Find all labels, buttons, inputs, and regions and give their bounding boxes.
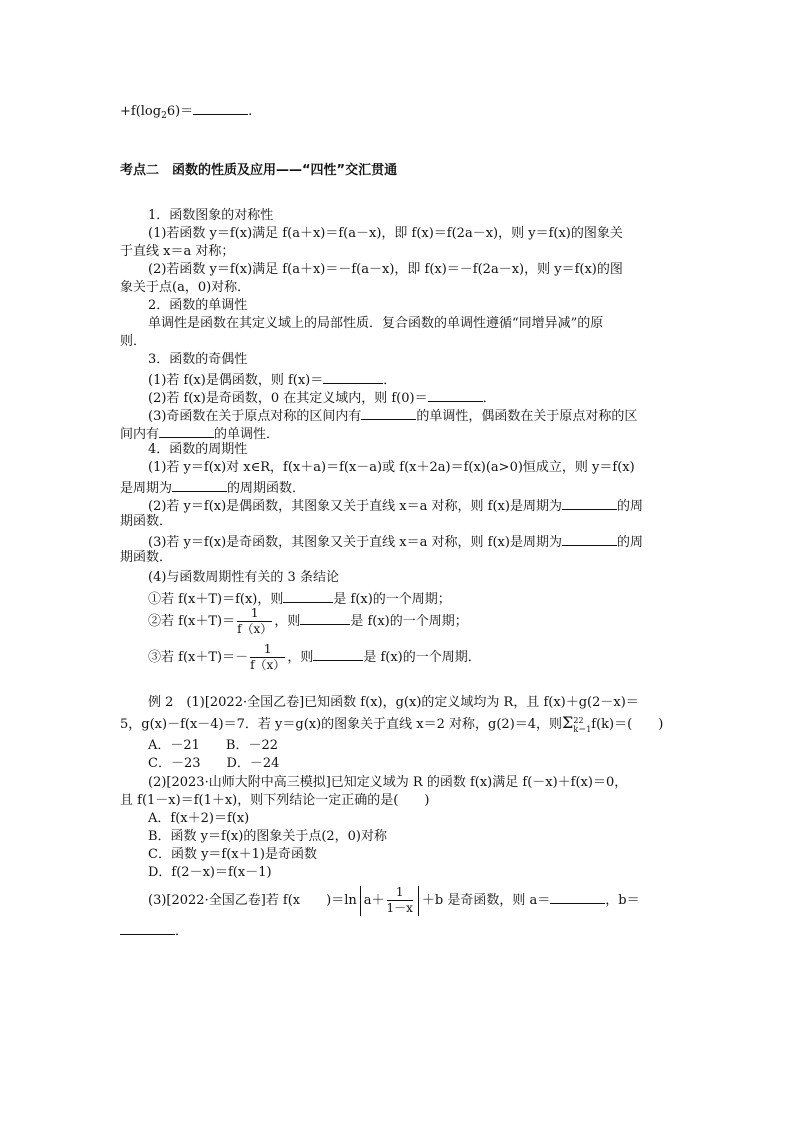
part3-b-label: ，b＝ bbox=[605, 893, 640, 908]
example-line1: 例 2 (1)[2022·全国乙卷]已知函数 f(x)，g(x)的定义域均为 R，且 f(x)＋g(2－x)＝ bbox=[148, 695, 639, 710]
sum-limits bbox=[573, 716, 591, 734]
part2-line1: (2)[2023·山师大附中高三模拟]已知定义域为 R 的函数 f(x)满足 f(－x)＋f(x)＝0， bbox=[148, 775, 628, 790]
s3-title: 3．函数的奇偶性 bbox=[148, 352, 248, 367]
s4-line2-text: 是周期为 bbox=[120, 481, 173, 496]
abs-bar-right bbox=[418, 886, 419, 916]
sum-lower: k＝1 bbox=[573, 724, 592, 734]
s3-line2-end: ． bbox=[482, 391, 496, 406]
options-cd: C．－23 D．－24 bbox=[148, 756, 280, 771]
sum-symbol: Σ bbox=[562, 713, 574, 732]
s4-line6: 期函数． bbox=[120, 550, 173, 565]
fraction-numerator: 1 bbox=[387, 885, 413, 901]
s4-line3-rest: 的周 bbox=[616, 499, 643, 514]
answer-blank[interactable] bbox=[313, 646, 363, 661]
s3-line3-rest: 的单调性，偶函数在关于原点对称的区 bbox=[416, 409, 638, 424]
s4-line3 bbox=[148, 495, 643, 516]
conclusion-1-text: ①若 f(x＋T)＝f(x)，则 bbox=[148, 592, 284, 607]
s3-line4-rest: 的单调性． bbox=[214, 427, 280, 442]
s4-line7: (4)与函数周期性有关的 3 条结论 bbox=[148, 570, 339, 585]
s3-line2-text: (2)若 f(x)是奇函数，0 在其定义域内，则 f(0)＝ bbox=[148, 391, 428, 406]
s4-line3-text: (2)若 y＝f(x)是偶函数，其图象又关于直线 x＝a 对称，则 f(x)是周期为 bbox=[148, 499, 562, 514]
s1-line4: 象关于点(a，0)对称． bbox=[120, 280, 251, 295]
answer-blank[interactable] bbox=[562, 531, 617, 546]
abs-bar-left bbox=[360, 886, 361, 916]
s4-line5-text: (3)若 y＝f(x)是奇函数，其图象又关于直线 x＝a 对称，则 f(x)是周期为 bbox=[148, 535, 562, 550]
answer-blank[interactable] bbox=[283, 588, 333, 603]
answer-blank[interactable] bbox=[323, 369, 383, 384]
top-formula-line bbox=[120, 100, 252, 125]
conclusion-2-text: ②若 f(x＋T)＝ bbox=[148, 614, 236, 629]
s3-line3-text: (3)奇函数在关于原点对称的区间内有 bbox=[148, 409, 362, 424]
s3-line1-end: ． bbox=[383, 373, 397, 388]
conclusion-3-rest: 是 f(x)的一个周期． bbox=[363, 650, 481, 665]
part3-inner: a＋ bbox=[363, 893, 385, 908]
s4-line5 bbox=[148, 531, 643, 552]
conclusion-2-then: ，则 bbox=[274, 614, 301, 629]
top-formula-suffix: 6)＝ bbox=[166, 104, 194, 119]
section-title: 考点二 函数的性质及应用——“四性”交汇贯通 bbox=[120, 163, 398, 178]
example-line2-end: ＝( ) bbox=[614, 717, 664, 732]
s4-line2-rest: 的周期函数． bbox=[227, 481, 306, 496]
fraction-denominator: f（x） bbox=[250, 658, 286, 672]
answer-blank[interactable] bbox=[428, 387, 483, 402]
conclusion-2-rest: 是 f(x)的一个周期； bbox=[350, 614, 468, 629]
s2-title: 2．函数的单调性 bbox=[148, 298, 248, 313]
top-formula-end: . bbox=[248, 104, 253, 119]
s4-line5-rest: 的周 bbox=[616, 535, 643, 550]
conclusion-1-rest: 是 f(x)的一个周期； bbox=[333, 592, 451, 607]
answer-blank-a[interactable] bbox=[550, 889, 605, 904]
conclusion-2 bbox=[148, 606, 468, 637]
answer-blank[interactable] bbox=[361, 405, 416, 420]
part3-text: (3)[2022·全国乙卷]若 f(x )＝ln bbox=[148, 893, 357, 908]
fraction-numerator: 1 bbox=[237, 606, 272, 622]
conclusion-3-text: ③若 f(x＋T)＝－ bbox=[148, 650, 249, 665]
sum-term: f(k) bbox=[591, 717, 615, 732]
part3-end: ． bbox=[175, 924, 189, 939]
answer-blank[interactable] bbox=[193, 100, 248, 115]
answer-blank[interactable] bbox=[159, 423, 214, 438]
fraction-numerator: 1 bbox=[250, 642, 285, 658]
example-line2-text: 5，g(x)－f(x－4)＝7．若 y＝g(x)的图象关于直线 x＝2 对称，g(2)＝4，则 bbox=[120, 717, 563, 732]
part2-line2: 且 f(1－x)＝f(1＋x)，则下列结论一定正确的是( ) bbox=[120, 793, 430, 808]
s1-line3: (2)若函数 y＝f(x)满足 f(a＋x)＝－f(a－x)，即 f(x)＝－f(2a－x)，则 y＝f(x)的图 bbox=[148, 262, 623, 277]
answer-blank[interactable] bbox=[172, 477, 227, 492]
s3-line1-text: (1)若 f(x)是偶函数，则 f(x)＝ bbox=[148, 373, 324, 388]
part2-option-c: C．函数 y＝f(x＋1)是奇函数 bbox=[148, 847, 317, 862]
s4-line1: (1)若 y＝f(x)对 x∈R，f(x＋a)＝f(x－a)或 f(x＋2a)＝f(x)(a>0)恒成立，则 y＝f(x) bbox=[148, 460, 635, 475]
fraction-denominator: f（x） bbox=[237, 622, 273, 636]
part3-line1 bbox=[148, 884, 640, 918]
options-ab: A．－21 B．－22 bbox=[148, 738, 279, 753]
part2-option-b: B．函数 y＝f(x)的图象关于点(2，0)对称 bbox=[148, 829, 388, 844]
fraction bbox=[237, 606, 272, 637]
s4-line4: 期函数． bbox=[120, 514, 173, 529]
answer-blank[interactable] bbox=[300, 610, 350, 625]
fraction bbox=[250, 642, 285, 673]
top-formula-prefix: +f(log bbox=[120, 104, 162, 119]
s1-line1: (1)若函数 y＝f(x)满足 f(a＋x)＝f(a－x)，即 f(x)＝f(2a－x)，则 y＝f(x)的图象关 bbox=[148, 226, 623, 241]
conclusion-3-then: ，则 bbox=[287, 650, 314, 665]
conclusion-3 bbox=[148, 642, 481, 673]
part3-line2 bbox=[120, 920, 188, 941]
part2-option-a: A．f(x＋2)＝f(x) bbox=[148, 811, 250, 826]
s4-title: 4．函数的周期性 bbox=[148, 442, 248, 457]
fraction-denominator: 1－x bbox=[386, 901, 413, 915]
example-line2 bbox=[120, 714, 663, 734]
log-base: 2 bbox=[161, 111, 167, 121]
s2-line2: 则． bbox=[120, 334, 147, 349]
answer-blank-b[interactable] bbox=[120, 920, 175, 935]
fraction bbox=[387, 885, 413, 916]
sum-upper: 22 bbox=[573, 715, 584, 725]
part2-option-d: D．f(2－x)＝f(x－1) bbox=[148, 865, 272, 880]
s1-line2: 于直线 x＝a 对称； bbox=[120, 244, 235, 259]
s3-line4-text: 间内有 bbox=[120, 427, 160, 442]
part3-rest: ＋b 是奇函数，则 a＝ bbox=[421, 893, 551, 908]
s1-title: 1．函数图象的对称性 bbox=[148, 208, 274, 223]
answer-blank[interactable] bbox=[562, 495, 617, 510]
s2-line1: 单调性是函数在其定义域上的局部性质．复合函数的单调性遵循“同增异减”的原 bbox=[148, 316, 604, 331]
